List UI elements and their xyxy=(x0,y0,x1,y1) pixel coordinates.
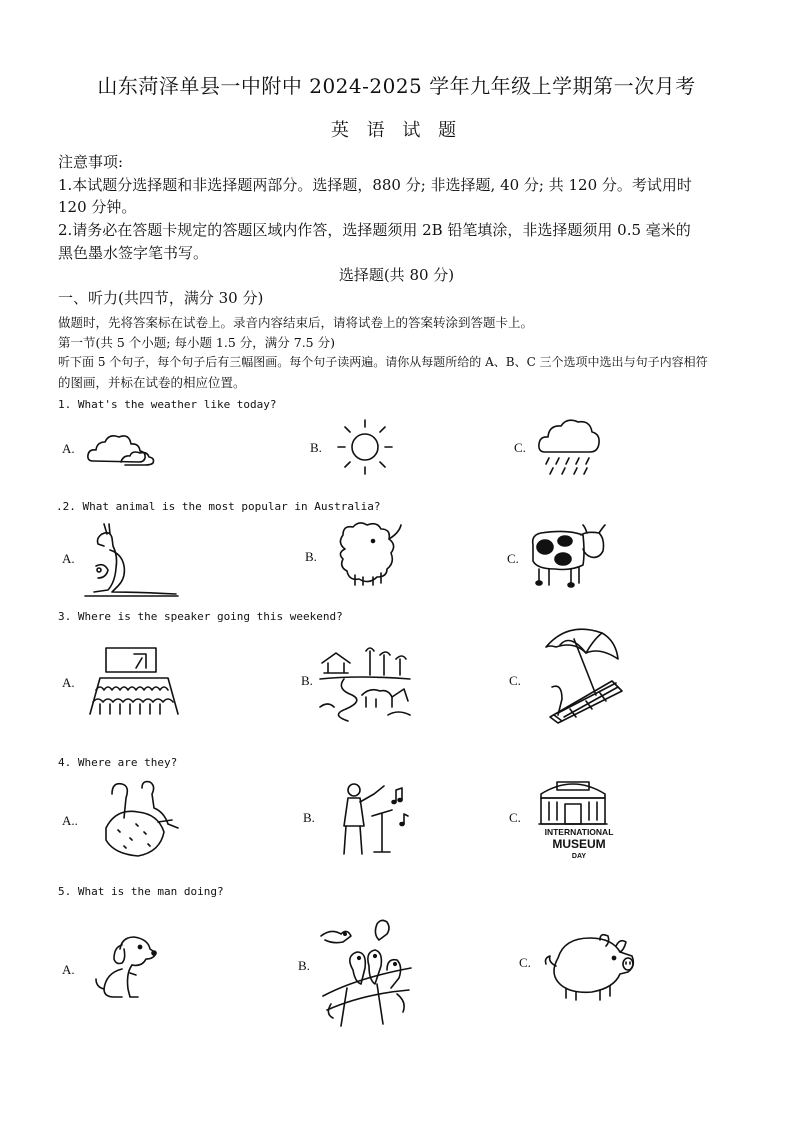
q4-option-a[interactable]: A.. xyxy=(62,813,78,828)
pig-icon xyxy=(540,932,638,1004)
note-2: 2.请务必在答题卡规定的答题区域内作答，选择题须用 2B 铅笔填涂，非选择题须用 0.5 毫米的 xyxy=(58,221,691,239)
museum-icon xyxy=(537,780,609,826)
park-icon xyxy=(318,645,414,723)
q5-option-b[interactable]: B. xyxy=(298,958,310,973)
subsection-1: 第一节(共 5 个小题; 每小题 1.5 分，满分 7.5 分) xyxy=(58,335,335,350)
q1-option-c[interactable]: C. xyxy=(514,440,526,455)
part-1-heading: 一、听力(共四节，满分 30 分) xyxy=(58,289,264,307)
note-2-cont: 黑色墨水签字笔书写。 xyxy=(58,244,209,262)
rainy-icon xyxy=(537,416,602,480)
kangaroo-icon xyxy=(82,520,180,598)
exam-title: 山东菏泽单县一中附中 2024-2025 学年九年级上学期第一次月考 xyxy=(97,74,696,98)
sheep-icon xyxy=(333,519,403,589)
q4-option-c[interactable]: C. xyxy=(509,810,521,825)
directions: 听下面 5 个句子，每个句子后有三幅图画。每个句子读两遍。请你从每题所给的 A、B、C 三个选项中选出与句子内容相符 xyxy=(58,355,708,369)
cloudy-icon xyxy=(85,425,157,467)
museum-sign-line3: DAY xyxy=(571,853,587,860)
dog-icon xyxy=(92,933,160,1003)
notes-heading: 注意事项: xyxy=(58,153,124,171)
question-4-prompt: 4. Where are they? xyxy=(58,756,178,769)
q3-option-a[interactable]: A. xyxy=(62,675,75,690)
q1-option-a[interactable]: A. xyxy=(62,441,75,456)
q2-option-c[interactable]: C. xyxy=(507,551,519,566)
q2-option-b[interactable]: B. xyxy=(305,549,317,564)
q1-option-b[interactable]: B. xyxy=(310,440,322,455)
q4-option-b[interactable]: B. xyxy=(303,810,315,825)
q3-option-c[interactable]: C. xyxy=(509,673,521,688)
cow-icon xyxy=(527,525,609,593)
cinema-icon xyxy=(86,644,182,718)
section-title: 选择题(共 80 分) xyxy=(338,266,455,284)
museum-sign-line1: INTERNATIONAL xyxy=(544,827,614,837)
museum-day-sign xyxy=(544,826,614,862)
museum-sign-line2: MUSEUM xyxy=(552,837,606,851)
note-1-cont: 120 分钟。 xyxy=(58,198,137,216)
q5-option-a[interactable]: A. xyxy=(62,962,75,977)
birds-icon xyxy=(317,918,415,1030)
garden-icon xyxy=(98,778,182,860)
exam-subject: 英 语 试 题 xyxy=(330,120,463,141)
instruction: 做题时，先将答案标在试卷上。录音内容结束后，请将试卷上的答案转涂到答题卡上。 xyxy=(58,315,534,330)
question-1-prompt: 1. What's the weather like today? xyxy=(58,398,277,411)
concert-icon xyxy=(332,780,416,858)
question-5-prompt: 5. What is the man doing? xyxy=(58,885,224,898)
beach-chair-icon xyxy=(540,625,622,725)
sunny-icon xyxy=(335,417,397,479)
directions-cont: 的图画，并标在试卷的相应位置。 xyxy=(58,375,246,390)
q3-option-b[interactable]: B. xyxy=(301,673,313,688)
note-1: 1.本试题分选择题和非选择题两部分。选择题，880 分; 非选择题, 40 分; 共 120 分。考试用时 xyxy=(58,176,692,194)
question-3-prompt: 3. Where is the speaker going this weekend? xyxy=(58,610,343,623)
question-2-prompt: .2. What animal is the most popular in Australia? xyxy=(56,500,381,513)
q5-option-c[interactable]: C. xyxy=(519,955,531,970)
q2-option-a[interactable]: A. xyxy=(62,551,75,566)
